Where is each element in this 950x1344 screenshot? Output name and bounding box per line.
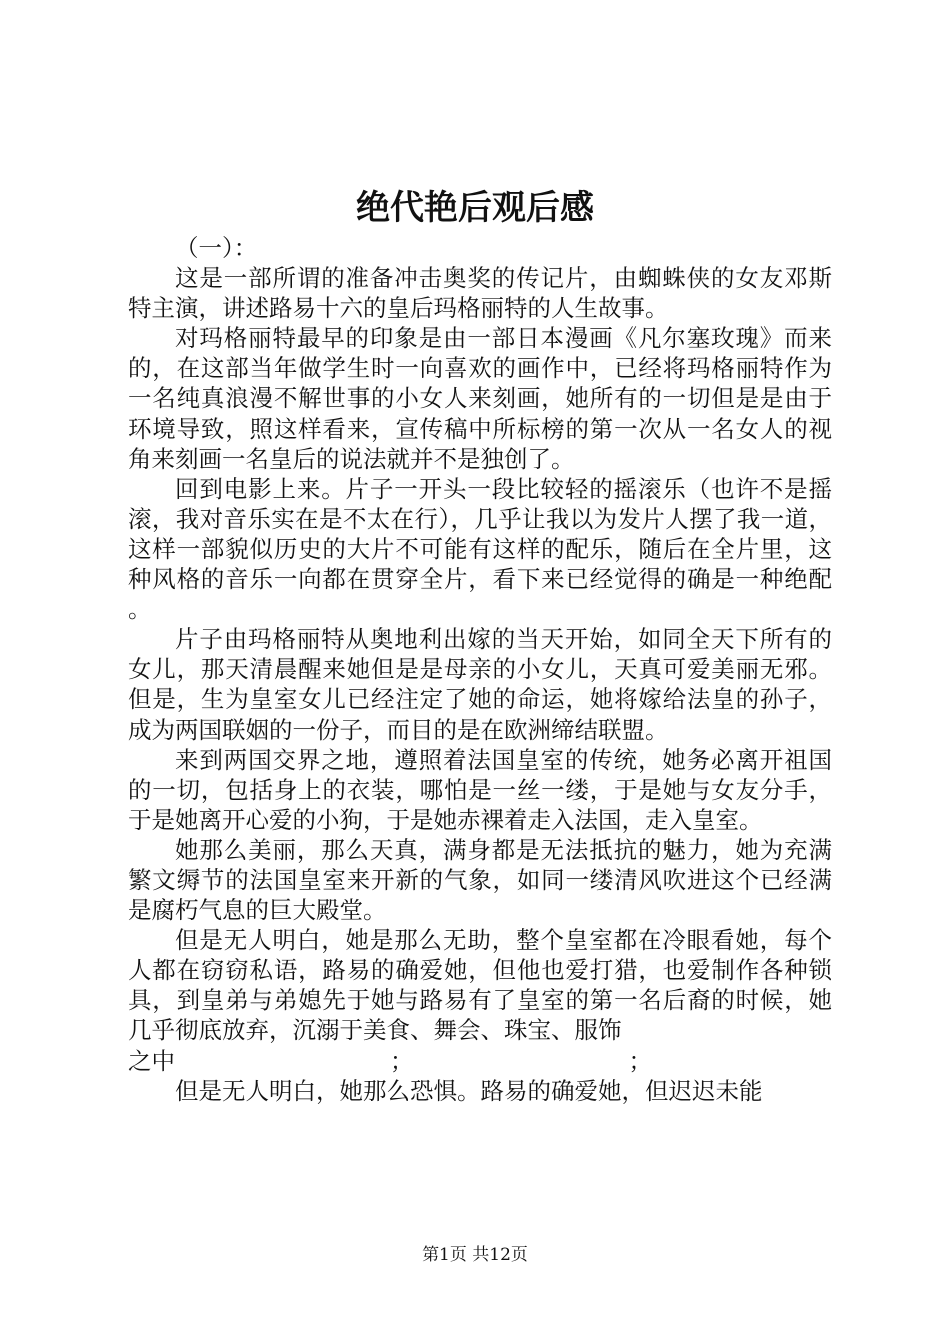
paragraph-2: 对玛格丽特最早的印象是由一部日本漫画《凡尔塞玫瑰》而来的，在这部当年做学生时一向喜欢的画作中，已经将玛格丽特作为一名纯真浪漫不解世事的小女人来刻画，她所有的一切但是是由于环境导致，照这样看来，宣传稿中所标榜的第一次从一名女人的视角来刻画一名皇后的说法就并不是独创了。 bbox=[128, 324, 832, 473]
paragraph-7-tail bbox=[128, 1046, 832, 1076]
section-marker: （一）： bbox=[175, 234, 258, 262]
paragraph-1: 这是一部所谓的准备冲击奥奖的传记片，由蜘蛛侠的女友邓斯特主演，讲述路易十六的皇后玛格丽特的人生故事。 bbox=[128, 264, 832, 323]
paragraph-6: 她那么美丽，那么天真，满身都是无法抵抗的魅力，她为充满繁文缛节的法国皇室来开新的气象，如同一缕清风吹进这个已经满是腐朽气息的巨大殿堂。 bbox=[128, 835, 832, 925]
paragraph-5: 来到两国交界之地，遵照着法国皇室的传统，她务必离开祖国的一切，包括身上的衣装，哪怕是一丝一缕，于是她与女友分手，于是她离开心爱的小狗，于是她赤裸着走入法国，走入皇室。 bbox=[128, 745, 832, 834]
paragraph-3: 回到电影上来。片子一开头一段比较轻的摇滚乐（也许不是摇滚，我对音乐实在是不太在行），几乎让我以为发片人摆了我一道，这样一部貌似历史的大片不可能有这样的配乐，随后在全片里，这种风格的音乐一向都在贯穿全片，看下来已经觉得的确是一种绝配。 bbox=[128, 474, 832, 624]
document-body bbox=[128, 233, 832, 1106]
paragraph-7: 但是无人明白，她是那么无助，整个皇室都在冷眼看她，每个人都在窃窃私语，路易的确爱她，但他也爱打猎，也爱制作各种锁具，到皇弟与弟媳先于她与路易有了皇室的第一名后裔的时候，她几乎彻底放弃，沉溺于美食、舞会、珠宝、服饰 bbox=[128, 926, 832, 1045]
paragraph-7-tail-lead: 之中 bbox=[128, 1046, 175, 1075]
paragraph-7-tail-semicolon-1: ； bbox=[390, 1046, 414, 1075]
document-title: 绝代艳后观后感 bbox=[356, 188, 594, 228]
paragraph-8: 但是无人明白，她那么恐惧。路易的确爱她，但迟迟未能 bbox=[175, 1076, 763, 1105]
paragraph-7-tail-semicolon-2: ； bbox=[628, 1046, 652, 1075]
paragraph-4: 片子由玛格丽特从奥地利出嫁的当天开始，如同全天下所有的女儿，那天清晨醒来她但是是母亲的小女儿，天真可爱美丽无邪。但是，生为皇室女儿已经注定了她的命运，她将嫁给法皇的孙子，成为两国联姻的一份子，而目的是在欧洲缔结联盟。 bbox=[128, 625, 832, 744]
page-number-footer: 第1页 共12页 bbox=[422, 1245, 528, 1265]
